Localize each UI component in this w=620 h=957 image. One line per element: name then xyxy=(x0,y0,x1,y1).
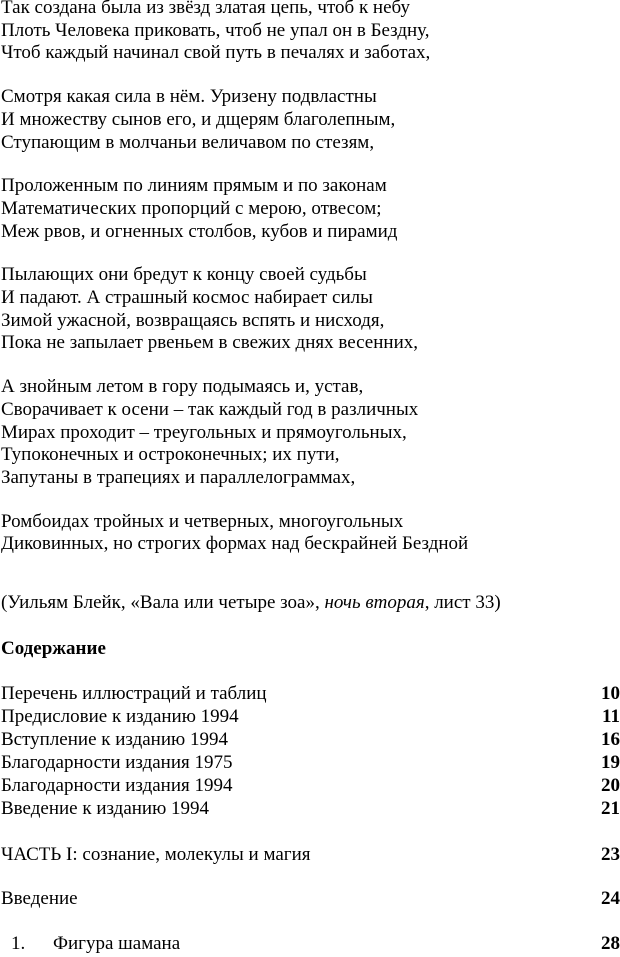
toc-entry[interactable] xyxy=(1,797,620,820)
toc-entry-title: Перечень иллюстраций и таблиц xyxy=(1,683,267,704)
toc-entry-page: 21 xyxy=(601,798,620,819)
toc-entry-part[interactable] xyxy=(1,843,620,866)
poem-line: Чтоб каждый начинал свой путь в печалях и заботах, xyxy=(1,42,431,64)
toc-entry-title: Благодарности издания 1975 xyxy=(1,752,233,773)
poem-line: Зимой ужасной, возвращаясь вспять и нисходя, xyxy=(1,309,385,331)
toc-entry-title: Введение xyxy=(1,888,78,909)
toc-entry-title: Благодарности издания 1994 xyxy=(1,775,233,796)
poem-stanza-3 xyxy=(1,175,611,243)
poem-source-citation xyxy=(1,591,501,614)
toc-entry-page: 19 xyxy=(601,752,620,773)
toc-entry-page: 20 xyxy=(601,775,620,796)
poem-stanza-5 xyxy=(1,376,611,490)
toc-entry-title: Вступление к изданию 1994 xyxy=(1,729,228,750)
poem-line: Сворачивает к осени – так каждый год в различных xyxy=(1,398,419,420)
source-suffix: , лист 33) xyxy=(424,592,501,613)
poem-line: Ромбоидах тройных и четверных, многоугольных xyxy=(1,510,404,532)
toc-entry-title: Предисловие к изданию 1994 xyxy=(1,706,239,727)
poem-line: Смотря какая сила в нём. Уризену подвластны xyxy=(1,86,377,108)
toc-heading: Содержание xyxy=(1,638,106,659)
poem-line: Мирах проходит – треугольных и прямоугольных, xyxy=(1,421,407,443)
poem-line: Плоть Человека приковать, чтоб не упал он в Бездну, xyxy=(1,19,430,41)
poem-line: Пока не запылает рвеньем в свежих днях весенних, xyxy=(1,332,418,354)
poem-line: И падают. А страшный космос набирает силы xyxy=(1,287,373,309)
toc-entry-page: 16 xyxy=(601,729,620,750)
poem-line: И множеству сынов его, и дщерям благолепным, xyxy=(1,108,396,130)
source-italic: ночь вторая xyxy=(324,592,425,613)
poem-line: Математических пропорций с мерою, отвесом; xyxy=(1,197,382,219)
toc-entry-page: 28 xyxy=(601,933,620,954)
poem-stanza-4 xyxy=(1,264,611,355)
poem-line: Проложенным по линиям прямым и по законам xyxy=(1,175,387,197)
poem-stanza-6 xyxy=(1,511,611,556)
poem xyxy=(1,0,611,577)
poem-line: Запутаны в трапециях и параллелограммах, xyxy=(1,466,356,488)
toc-entry[interactable] xyxy=(1,682,620,705)
toc-entry-page: 24 xyxy=(601,888,620,909)
source-prefix: (Уильям Блейк, «Вала или четыре зоа», xyxy=(1,592,325,613)
poem-line: Диковинных, но строгих формах над бескрайней Бездной xyxy=(1,533,469,555)
toc-entry[interactable] xyxy=(1,728,620,751)
toc-entry-chapter[interactable] xyxy=(1,932,620,955)
poem-stanza-2 xyxy=(1,86,611,154)
toc-entry-intro[interactable] xyxy=(1,887,620,910)
toc-entry[interactable] xyxy=(1,705,620,728)
poem-line: Меж рвов, и огненных столбов, кубов и пирамид xyxy=(1,220,398,242)
toc-entry-title: ЧАСТЬ I: сознание, молекулы и магия xyxy=(1,844,311,865)
poem-stanza-1 xyxy=(1,0,611,65)
poem-line: Ступающим в молчаньи величавом по стезям, xyxy=(1,131,375,153)
toc-entry-page: 10 xyxy=(601,683,620,704)
poem-line: А знойным летом в гору подымаясь и, устав, xyxy=(1,376,364,398)
poem-line: Пылающих они бредут к концу своей судьбы xyxy=(1,264,367,286)
toc-entry-page: 23 xyxy=(601,844,620,865)
toc-entry[interactable] xyxy=(1,751,620,774)
toc-entry-number: 1. xyxy=(11,933,26,954)
toc-entry-title: Введение к изданию 1994 xyxy=(1,798,210,819)
toc-entry[interactable] xyxy=(1,774,620,797)
toc-entry-page: 11 xyxy=(602,706,620,727)
poem-line: Тупоконечных и остроконечных; их пути, xyxy=(1,444,340,466)
poem-line: Так создана была из звёзд златая цепь, чтоб к небу xyxy=(1,0,410,18)
toc-entry-title: Фигура шамана xyxy=(53,933,181,954)
